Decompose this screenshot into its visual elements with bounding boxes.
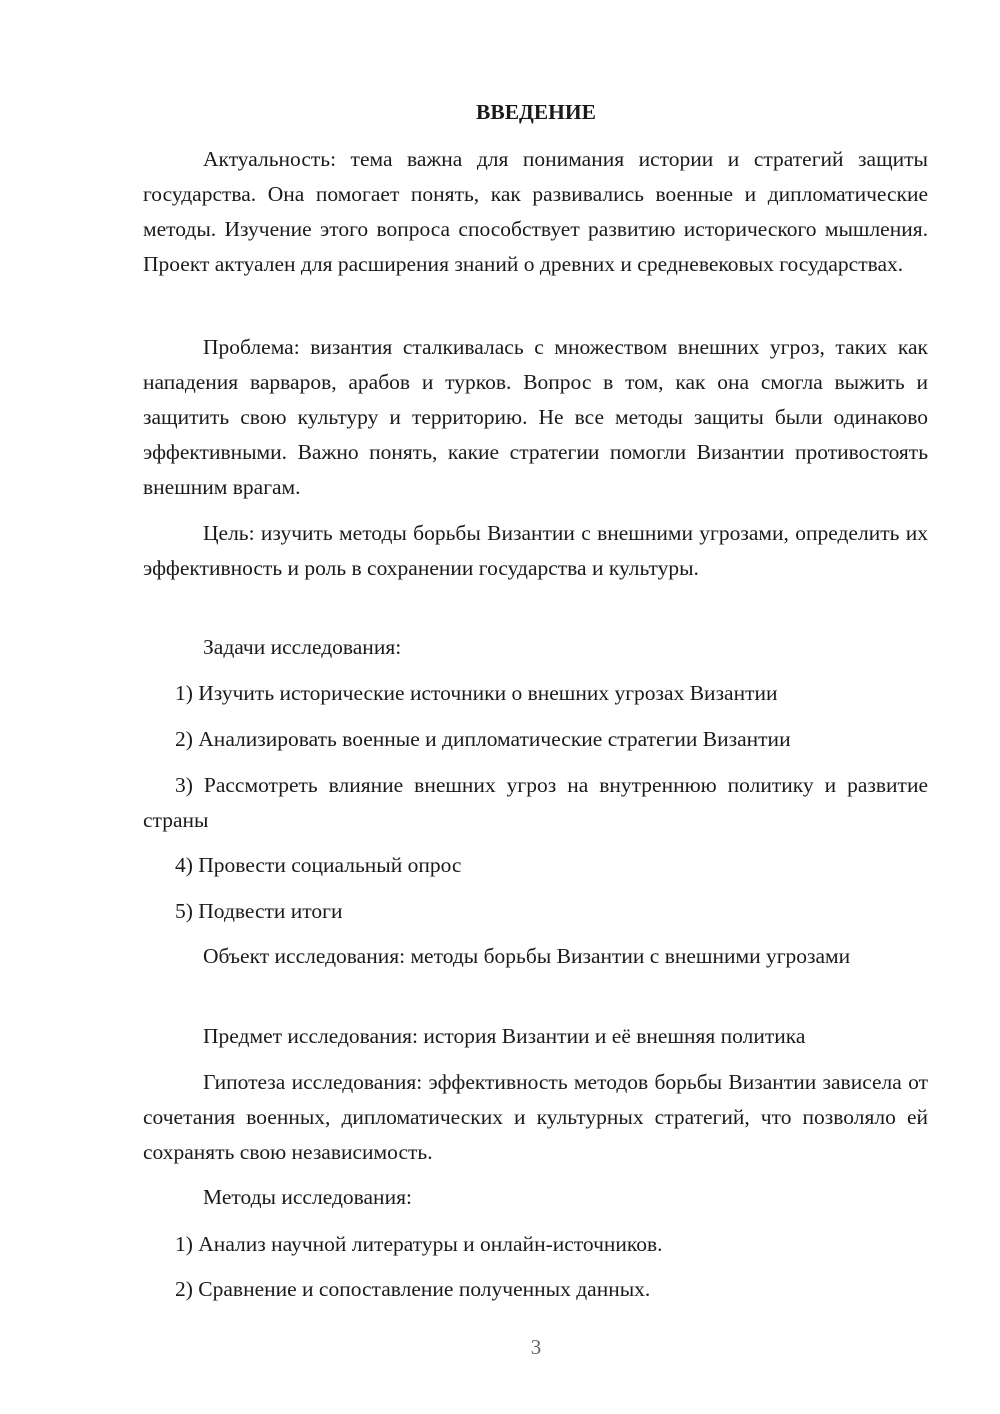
list-item-task-4: 4) Провести социальный опрос — [175, 853, 462, 877]
methods-heading: Методы исследования: — [203, 1185, 412, 1209]
paragraph-relevance: Актуальность: тема важна для понимания истории и стратегий защиты государства. Она помогает понять, как развивались военные и дипломатические методы. Изучение этого вопроса способствует развитию исторического мышления. Проект актуален для расширения знаний о древних и средневековых государствах. — [143, 147, 928, 276]
list-item-task-1: 1) Изучить исторические источники о внешних угрозах Византии — [175, 681, 778, 705]
paragraph-goal: Цель: изучить методы борьбы Византии с внешними угрозами, определить их эффективность и роль в сохранении государства и культуры. — [143, 521, 928, 580]
paragraph-problem: Проблема: византия сталкивалась с множеством внешних угроз, таких как нападения варваров, арабов и турков. Вопрос в том, как она смогла выжить и защитить свою культуру и территорию. Не все методы защиты были одинаково эффективными. Важно понять, какие стратегии помогли Византии противостоять внешним врагам. — [143, 335, 928, 499]
list-item-method-1: 1) Анализ научной литературы и онлайн-источников. — [175, 1232, 663, 1256]
page-number: 3 — [530, 1335, 542, 1359]
list-item-task-5: 5) Подвести итоги — [175, 899, 343, 923]
paragraph-hypothesis: Гипотеза исследования: эффективность методов борьбы Византии зависела от сочетания военных, дипломатических и культурных стратегий, что позволяло ей сохранять свою независимость. — [143, 1070, 928, 1164]
list-item-method-2: 2) Сравнение и сопоставление полученных данных. — [175, 1277, 651, 1301]
page-title: ВВЕДЕНИЕ — [476, 100, 596, 124]
paragraph-object: Объект исследования: методы борьбы Византии с внешними угрозами — [203, 944, 851, 968]
list-item-task-3: 3) Рассмотреть влияние внешних угроз на внутреннюю политику и развитие страны — [143, 773, 928, 832]
paragraph-subject: Предмет исследования: история Византии и её внешняя политика — [203, 1024, 806, 1048]
tasks-heading: Задачи исследования: — [203, 635, 402, 659]
list-item-task-2: 2) Анализировать военные и дипломатические стратегии Византии — [175, 727, 791, 751]
